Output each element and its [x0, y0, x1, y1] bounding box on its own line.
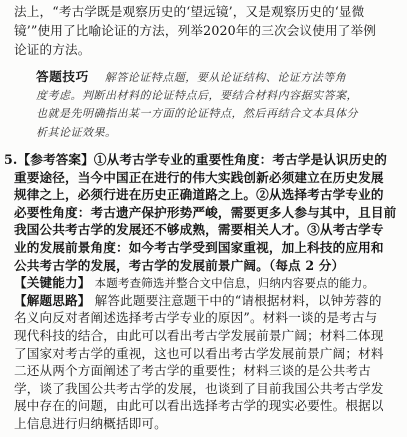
key-ability-label: 【关键能力】	[14, 275, 91, 291]
tip-line-4: 析其论证效果。	[36, 126, 117, 139]
solution-idea-line-8: 上信息进行归纳概括即可。	[14, 416, 167, 431]
intro-line-2: 镜’”使用了比喻论证的方法，列举2020年的三次会议使用了举例	[14, 23, 376, 38]
tip-line-2: 度考虑。判断出材料的论证特点后，要结合材料内容据实答案，	[36, 89, 358, 102]
solution-idea-line-5: 二还从两个方面阐述了考古学的重要性；材料三谈的是公共考古	[14, 363, 371, 379]
tip-text-1: 解答论证特点题，要从论证结构、论证方法等角	[104, 71, 347, 84]
q5-answer-line-6: 业的发展前景角度：如今考古学受到国家重视，加上科技的应用和	[14, 240, 384, 255]
q5-answer-line-7: 公共考古学的发展，考古学的发展前景广阔。（每点 2 分）	[14, 257, 345, 273]
q5-answer-line-3: 规律之上，必须行进在历史正确道路之上。②从选择考古学专业的	[14, 187, 384, 203]
solution-idea-label: 【解题思路】	[14, 292, 91, 308]
solution-idea-line-2: 名义向反对者阐述选择考古学专业的原因”。材料一谈的是考古与	[14, 310, 378, 326]
reference-answer-label: 【参考答案】	[17, 152, 94, 167]
tip-line-3: 也就是先明确指出某一方面的论证特点，然后再结合文本具体分	[36, 107, 358, 120]
key-ability-text: 本题考查筛选并整合文中信息，归纳内容要点的能力。	[94, 276, 375, 291]
q5-number: 5.	[4, 152, 18, 167]
q5-answer-line-5: 我国公共考古学的发展还不够成熟，需要相关人才。③从考古学专	[14, 222, 384, 238]
solution-idea-line-7: 展中存在的问题，由此可以看出选择考古学的现实必要性。根据以	[14, 398, 384, 414]
q5-answer-line-2: 重要途径，当今中国正在进行的伟大实践创新必须建立在历史发展	[14, 169, 384, 185]
solution-idea-text-1: 解答此题要注意题干中的“请根据材料，以钟芳蓉的	[94, 292, 382, 308]
tip-title: 答题技巧	[36, 69, 89, 84]
tip-line-1	[36, 68, 346, 86]
solution-idea-line-6: 学，谈了我国公共考古学的发展，也谈到了目前我国公共考古学发	[14, 380, 384, 396]
intro-line-1: 法上，“考古学既是观察历史的‘望远镜’，又是观察历史的‘显微	[14, 4, 365, 19]
solution-idea-line-3: 现代科技的结合，由此可以看出考古学发展前景广阔；材料二体现	[14, 328, 384, 343]
intro-line-3: 论证的方法。	[14, 42, 91, 57]
q5-answer-line-4: 必要性角度：考古遗产保护形势严峻，需要更多人参与其中，且目前	[14, 204, 397, 220]
q5-answer-text-1: ①从考古学专业的重要性角度：考古学是认识历史的	[93, 152, 388, 167]
solution-idea-line-4: 了国家对考古学的重视，这也可以看出考古学发展前景广阔；材料	[14, 345, 384, 361]
